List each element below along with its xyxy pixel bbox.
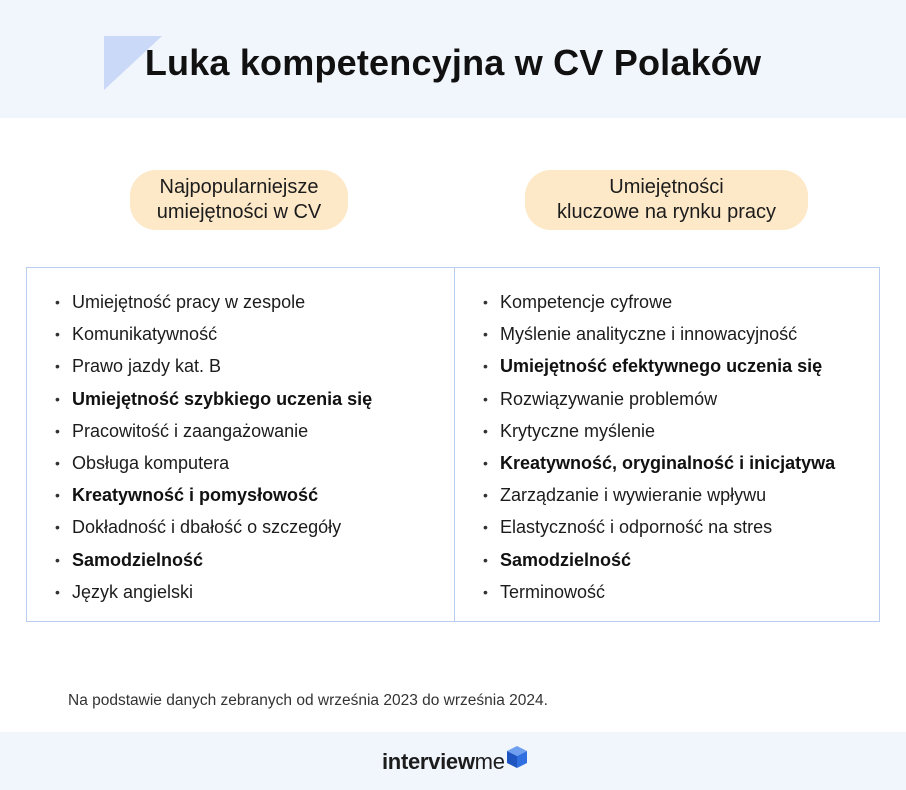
column-heading-left: Najpopularniejsze umiejętności w CV [130, 170, 348, 230]
list-item-text: Rozwiązywanie problemów [500, 388, 718, 409]
bullet-icon: • [55, 358, 60, 375]
bullet-icon: • [55, 455, 60, 472]
list-right [483, 286, 835, 608]
list-item-text: Kreatywność i pomysłowość [72, 485, 319, 506]
bullet-icon: • [55, 519, 60, 536]
bullet-icon: • [55, 551, 60, 568]
bullet-icon: • [483, 294, 488, 311]
list-item-text: Terminowość [500, 581, 606, 602]
list-item [55, 576, 372, 608]
bullet-icon: • [483, 519, 488, 536]
bullet-icon: • [55, 422, 60, 439]
bullet-icon: • [483, 358, 488, 375]
list-item [483, 286, 835, 318]
bullet-icon: • [483, 390, 488, 407]
list-item [55, 350, 372, 382]
logo-wordmark: interviewme [382, 749, 505, 774]
logo [382, 747, 527, 777]
list-item [55, 544, 372, 576]
list-item [55, 479, 372, 511]
list-item [55, 415, 372, 447]
source-note: Na podstawie danych zebranych od września 2023 do września 2024. [68, 692, 548, 709]
list-item [483, 318, 835, 350]
comparison-table [26, 267, 880, 622]
bullet-icon: • [55, 390, 60, 407]
list-item [55, 318, 372, 350]
list-item-text: Umiejętność efektywnego uczenia się [500, 356, 823, 377]
list-item-text: Prawo jazdy kat. B [72, 356, 222, 377]
bullet-icon: • [55, 487, 60, 504]
list-item-text: Samodzielność [500, 549, 632, 570]
list-item [55, 383, 372, 415]
list-item-text: Samodzielność [72, 549, 204, 570]
list-item-text: Komunikatywność [72, 324, 218, 345]
list-item-text: Obsługa komputera [72, 453, 230, 474]
list-item-text: Umiejętność szybkiego uczenia się [72, 388, 373, 409]
list-item [55, 447, 372, 479]
column-divider [454, 268, 455, 621]
list-item-text: Dokładność i dbałość o szczegóły [72, 517, 342, 538]
list-item [55, 286, 372, 318]
list-item [483, 350, 835, 382]
list-item-text: Myślenie analityczne i innowacyjność [500, 324, 798, 345]
list-item [483, 544, 835, 576]
list-item [483, 383, 835, 415]
bullet-icon: • [483, 326, 488, 343]
cube-logo-icon [507, 746, 527, 768]
bullet-icon: • [55, 326, 60, 343]
list-left [55, 286, 372, 608]
list-item [483, 576, 835, 608]
list-item [483, 447, 835, 479]
page-title: Luka kompetencyjna w CV Polaków [144, 42, 762, 83]
bullet-icon: • [483, 487, 488, 504]
bullet-icon: • [483, 422, 488, 439]
list-item [483, 415, 835, 447]
list-item-text: Język angielski [72, 581, 194, 602]
list-item-text: Kreatywność, oryginalność i inicjatywa [500, 453, 836, 474]
bullet-icon: • [483, 583, 488, 600]
list-item [55, 511, 372, 543]
list-item [483, 479, 835, 511]
bullet-icon: • [483, 551, 488, 568]
list-item-text: Krytyczne myślenie [500, 420, 656, 441]
list-item [483, 511, 835, 543]
header-band [0, 0, 906, 118]
column-heading-right: Umiejętności kluczowe na rynku pracy [525, 170, 808, 230]
bullet-icon: • [55, 294, 60, 311]
bullet-icon: • [483, 455, 488, 472]
list-item-text: Zarządzanie i wywieranie wpływu [500, 485, 767, 506]
bullet-icon: • [55, 583, 60, 600]
list-item-text: Elastyczność i odporność na stres [500, 517, 773, 538]
list-item-text: Kompetencje cyfrowe [500, 292, 673, 313]
list-item-text: Pracowitość i zaangażowanie [72, 420, 309, 441]
list-item-text: Umiejętność pracy w zespole [72, 292, 306, 313]
